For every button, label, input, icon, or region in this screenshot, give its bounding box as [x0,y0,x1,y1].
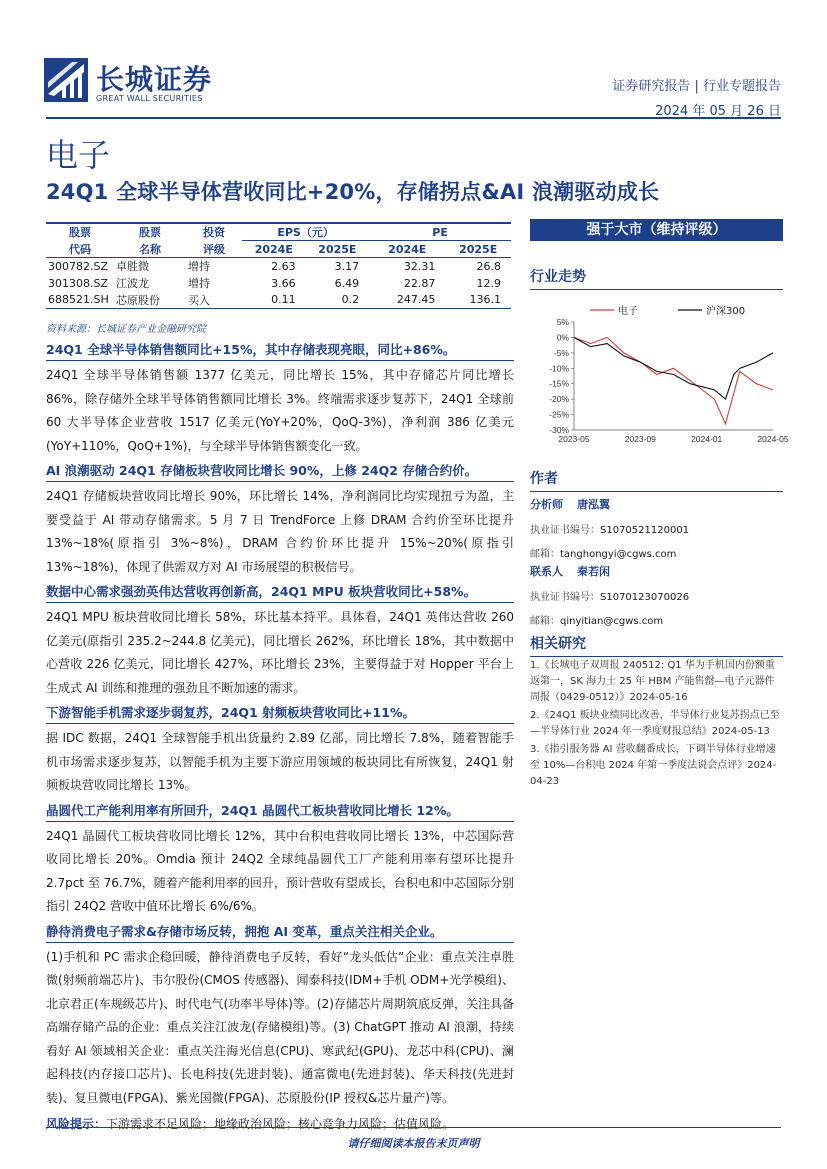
rating-badge: 强于大市（维持评级） [530,219,783,241]
pe-2024: 22.87 [403,276,436,290]
report-body [46,340,514,1137]
pe-2024: 32.31 [403,259,436,273]
stock-rating: 买入 [186,292,242,309]
y-tick-label: -10% [549,363,569,374]
pe-2025: 136.1 [445,292,511,309]
report-type: 证券研究报告 | 行业专题报告 [612,79,781,94]
analyst-name: 唐泓翼 [577,498,610,511]
analyst-block [530,496,783,560]
related-item[interactable]: 3.《指引服务器 AI 营收翻番成长，下调半导体行业增速至 10%—台积电 2024 年第一季度法说会点评》2024-04-23 [530,744,777,787]
trend-title: 行业走势 [530,266,783,290]
y-tick-label: -15% [549,378,569,389]
eps-2025: 6.49 [334,276,360,290]
table-source: 资料来源：长城证券产业金融研究院 [46,324,206,335]
y-tick-label: -20% [549,394,569,405]
section-text: 据 IDC 数据，24Q1 全球智能手机出货量约 2.89 亿部，同比增长 7.8%，随着智能手机市场需求逐步复苏，以智能手机为主要下游应用领域的板块同比有所恢复，24Q1 射频板块营收同比增长 13%。 [46,731,514,792]
report-date: 2024 年 05 月 26 日 [655,104,781,119]
eps-2024: 3.66 [271,276,296,290]
author-title: 作者 [530,468,783,492]
stock-rating: 增持 [188,277,210,290]
footer-disclaimer: 请仔细阅读本报告末页声明 [347,1137,480,1150]
section-text: 24Q1 存储板块营收同比增长 90%，环比增长 14%，净利润同比均实现扭亏为盈，主要受益于 AI 带动存储需求。5 月 7 日 TrendForce 上修 DRAM 合约价至环比提升 13%~18%(原指引 3%~8%)，DRAM 合约价环比提升 15%~20%(原指引 13%~18%)，体现了供需双方对 AI 市场展望的积极信号。 [46,489,514,574]
stock-name: 卓胜微 [116,260,149,274]
section-heading: AI 浪潮驱动 24Q1 存储板块营收同比增长 90%，上修 24Q2 存储合约价。 [46,461,514,482]
th-pe-2025: 2025E [445,241,511,258]
th-eps-2024: 2024E [242,241,306,258]
section-text: 24Q1 全球半导体销售额 1377 亿美元，同比增长 15%，其中存储芯片同比增长 86%，除存储外全球半导体销售额同比增长 3%。终端需求逐步复苏下，24Q1 全球前 60 大半导体企业营收 1517 亿美元(YoY+20%，QoQ-3%)，净利润 386 亿美元(YoY+110%，QoQ+1%)，与全球半导体销售额变化一致。 [46,368,514,453]
cert-number: S1070521120001 [600,525,690,536]
table-row [46,275,511,292]
analyst-role: 分析师 [530,498,563,511]
th-name: 股票 [114,223,186,241]
logo-text-cn: 长城证券 [96,63,213,96]
contact-block [530,563,783,627]
email-label: 邮箱： [530,616,560,627]
eps-2024: 0.11 [242,292,306,309]
stock-table [46,222,511,309]
y-tick-label: -25% [549,409,569,420]
related-research-list [530,658,783,792]
analyst-name: 秦若闲 [577,565,610,578]
header-divider [46,117,781,119]
logo-text-en: GREAT WALL SECURITIES [96,94,203,103]
eps-2024: 2.63 [271,259,296,273]
x-tick-label: 2024-05 [757,434,789,444]
section-heading: 数据中心需求强劲英伟达营收再创新高，24Q1 MPU 板块营收同比+58%。 [46,582,514,603]
pe-2025: 26.8 [476,259,501,273]
section-text: (1)手机和 PC 需求企稳回暖，静待消费电子反转，看好“龙头低估”企业：重点关注卓胜微(射频前端芯片)、韦尔股份(CMOS 传感器)、闻泰科技(IDM+手机 ODM+光学模组)、北京君正(车规级芯片)、时代电气(功率半导体)等。(2)存储芯片周期筑底反弹，关注具备高端存储产品的企业：重点关注江波龙(存储模组)等。(3) ChatGPT 推动 AI 浪潮，持续看好 AI 领域相关企业：重点关注海光信息(CPU)、寒武纪(GPU)、龙芯中科(CPU)、澜起科技(内存接口芯片)、长电科技(先进封装)、通富微电(先进封装)、华天科技(先进封装)、复旦微电(FPGA)、紫光国微(FPGA)、芯原股份(IP 授权&芯片量产)等。 [46,949,514,1105]
risk-label: 风险提示： [46,1117,107,1131]
related-title: 相关研究 [530,633,783,657]
cert-label: 执业证书编号： [530,525,600,536]
stock-rating: 增持 [188,260,210,274]
pe-2025: 12.9 [476,276,501,290]
th-pe-2024: 2024E [369,241,445,258]
email-link[interactable]: tanghongyi@cgws.com [560,549,677,560]
section-heading: 静待消费电子需求&存储市场反转，拥抱 AI 变革，重点关注相关企业。 [46,922,514,943]
analyst-role: 联系人 [530,565,563,578]
related-item[interactable]: 2.《24Q1 板块业绩同比改善，半导体行业复苏拐点已至—半导体行业 2024 年一季度财报总结》2024-05-13 [530,710,780,737]
sector-title: 电子 [46,136,111,174]
industry-trend-chart [530,296,789,448]
cert-label: 执业证书编号： [530,592,600,603]
table-row [46,258,511,275]
th-eps-2025: 2025E [306,241,370,258]
section-text: 24Q1 晶圆代工板块营收同比增长 12%，其中台积电营收同比增长 13%，中芯国际营收同比增长 20%。Omdia 预计 24Q2 全球纯晶圆代工厂产能利用率有望环比提升 2.7pct 至 76.7%，随着产能利用率的回升，预计营收有望成长，台积电和中芯国际分别指引 24Q2 营收中值环比增长 6%/6%。 [46,828,514,913]
stock-name: 江波龙 [116,277,149,290]
cert-number: S1070123070026 [600,592,690,603]
section-heading: 下游智能手机需求逐步弱复苏，24Q1 射频板块营收同比+11%。 [46,703,514,724]
pe-2024: 247.45 [369,292,445,309]
th-rating-2: 评级 [186,241,242,258]
y-tick-label: 5% [556,317,569,327]
stock-code: 688521.SH [46,292,114,309]
y-tick-label: -5% [553,347,569,358]
y-tick-label: -30% [549,425,569,435]
y-tick-label: 0% [556,332,569,343]
series-line-electronics [574,337,773,423]
stock-code: 301308.SZ [48,276,109,290]
th-pe: PE [369,223,511,241]
legend-label: 沪深300 [706,306,746,317]
risk-warning [46,1113,514,1137]
footer-divider [46,1127,781,1128]
stock-name: 芯原股份 [114,292,186,309]
report-meta [612,75,781,119]
eps-2025: 0.2 [306,292,370,309]
x-tick-label: 2024-01 [691,434,723,444]
x-tick-label: 2023-09 [624,434,656,444]
report-headline: 24Q1 全球半导体营收同比+20%，存储拐点&AI 浪潮驱动成长 [46,180,660,204]
risk-text: 下游需求不足风险；地缘政治风险；核心竞争力风险；估值风险。 [106,1117,455,1131]
section-heading: 24Q1 全球半导体销售额同比+15%，其中存储表现亮眼，同比+86%。 [46,340,514,361]
related-item[interactable]: 1.《长城电子双周报 240512: Q1 华为手机国内份额重返第一，SK 海力士 25 年 HBM 产能售罄—电子元器件周报（0429-0512）》2024-05-16 [530,660,775,703]
section-text: 24Q1 MPU 板块营收同比增长 58%，环比基本持平。具体看，24Q1 英伟达营收 260 亿美元(原指引 235.2~244.8 亿美元)，同比增长 262%，环比增长 18%，其中数据中心营收 226 亿美元，同比增长 427%，环比增长 23%，主要得益于对 Hopper 平台上生成式 AI 训练和推理的强劲且不断加速的需求。 [46,610,514,695]
email-link[interactable]: qinyitian@cgws.com [560,616,664,627]
th-code: 股票 [46,223,114,241]
company-logo [44,58,254,108]
th-name-2: 名称 [114,241,186,258]
th-rating: 投资 [186,223,242,241]
eps-2025: 3.17 [334,259,360,273]
x-tick-label: 2023-05 [558,434,590,444]
legend-label: 电子 [618,306,638,317]
stock-code: 300782.SZ [48,259,109,273]
table-row [46,292,511,309]
great-wall-logo-icon [44,58,88,102]
email-label: 邮箱： [530,549,560,560]
th-eps: EPS（元） [242,223,369,241]
th-code-2: 代码 [46,241,114,258]
section-heading: 晶圆代工产能利用率有所回升，24Q1 晶圆代工板块营收同比增长 12%。 [46,801,514,822]
